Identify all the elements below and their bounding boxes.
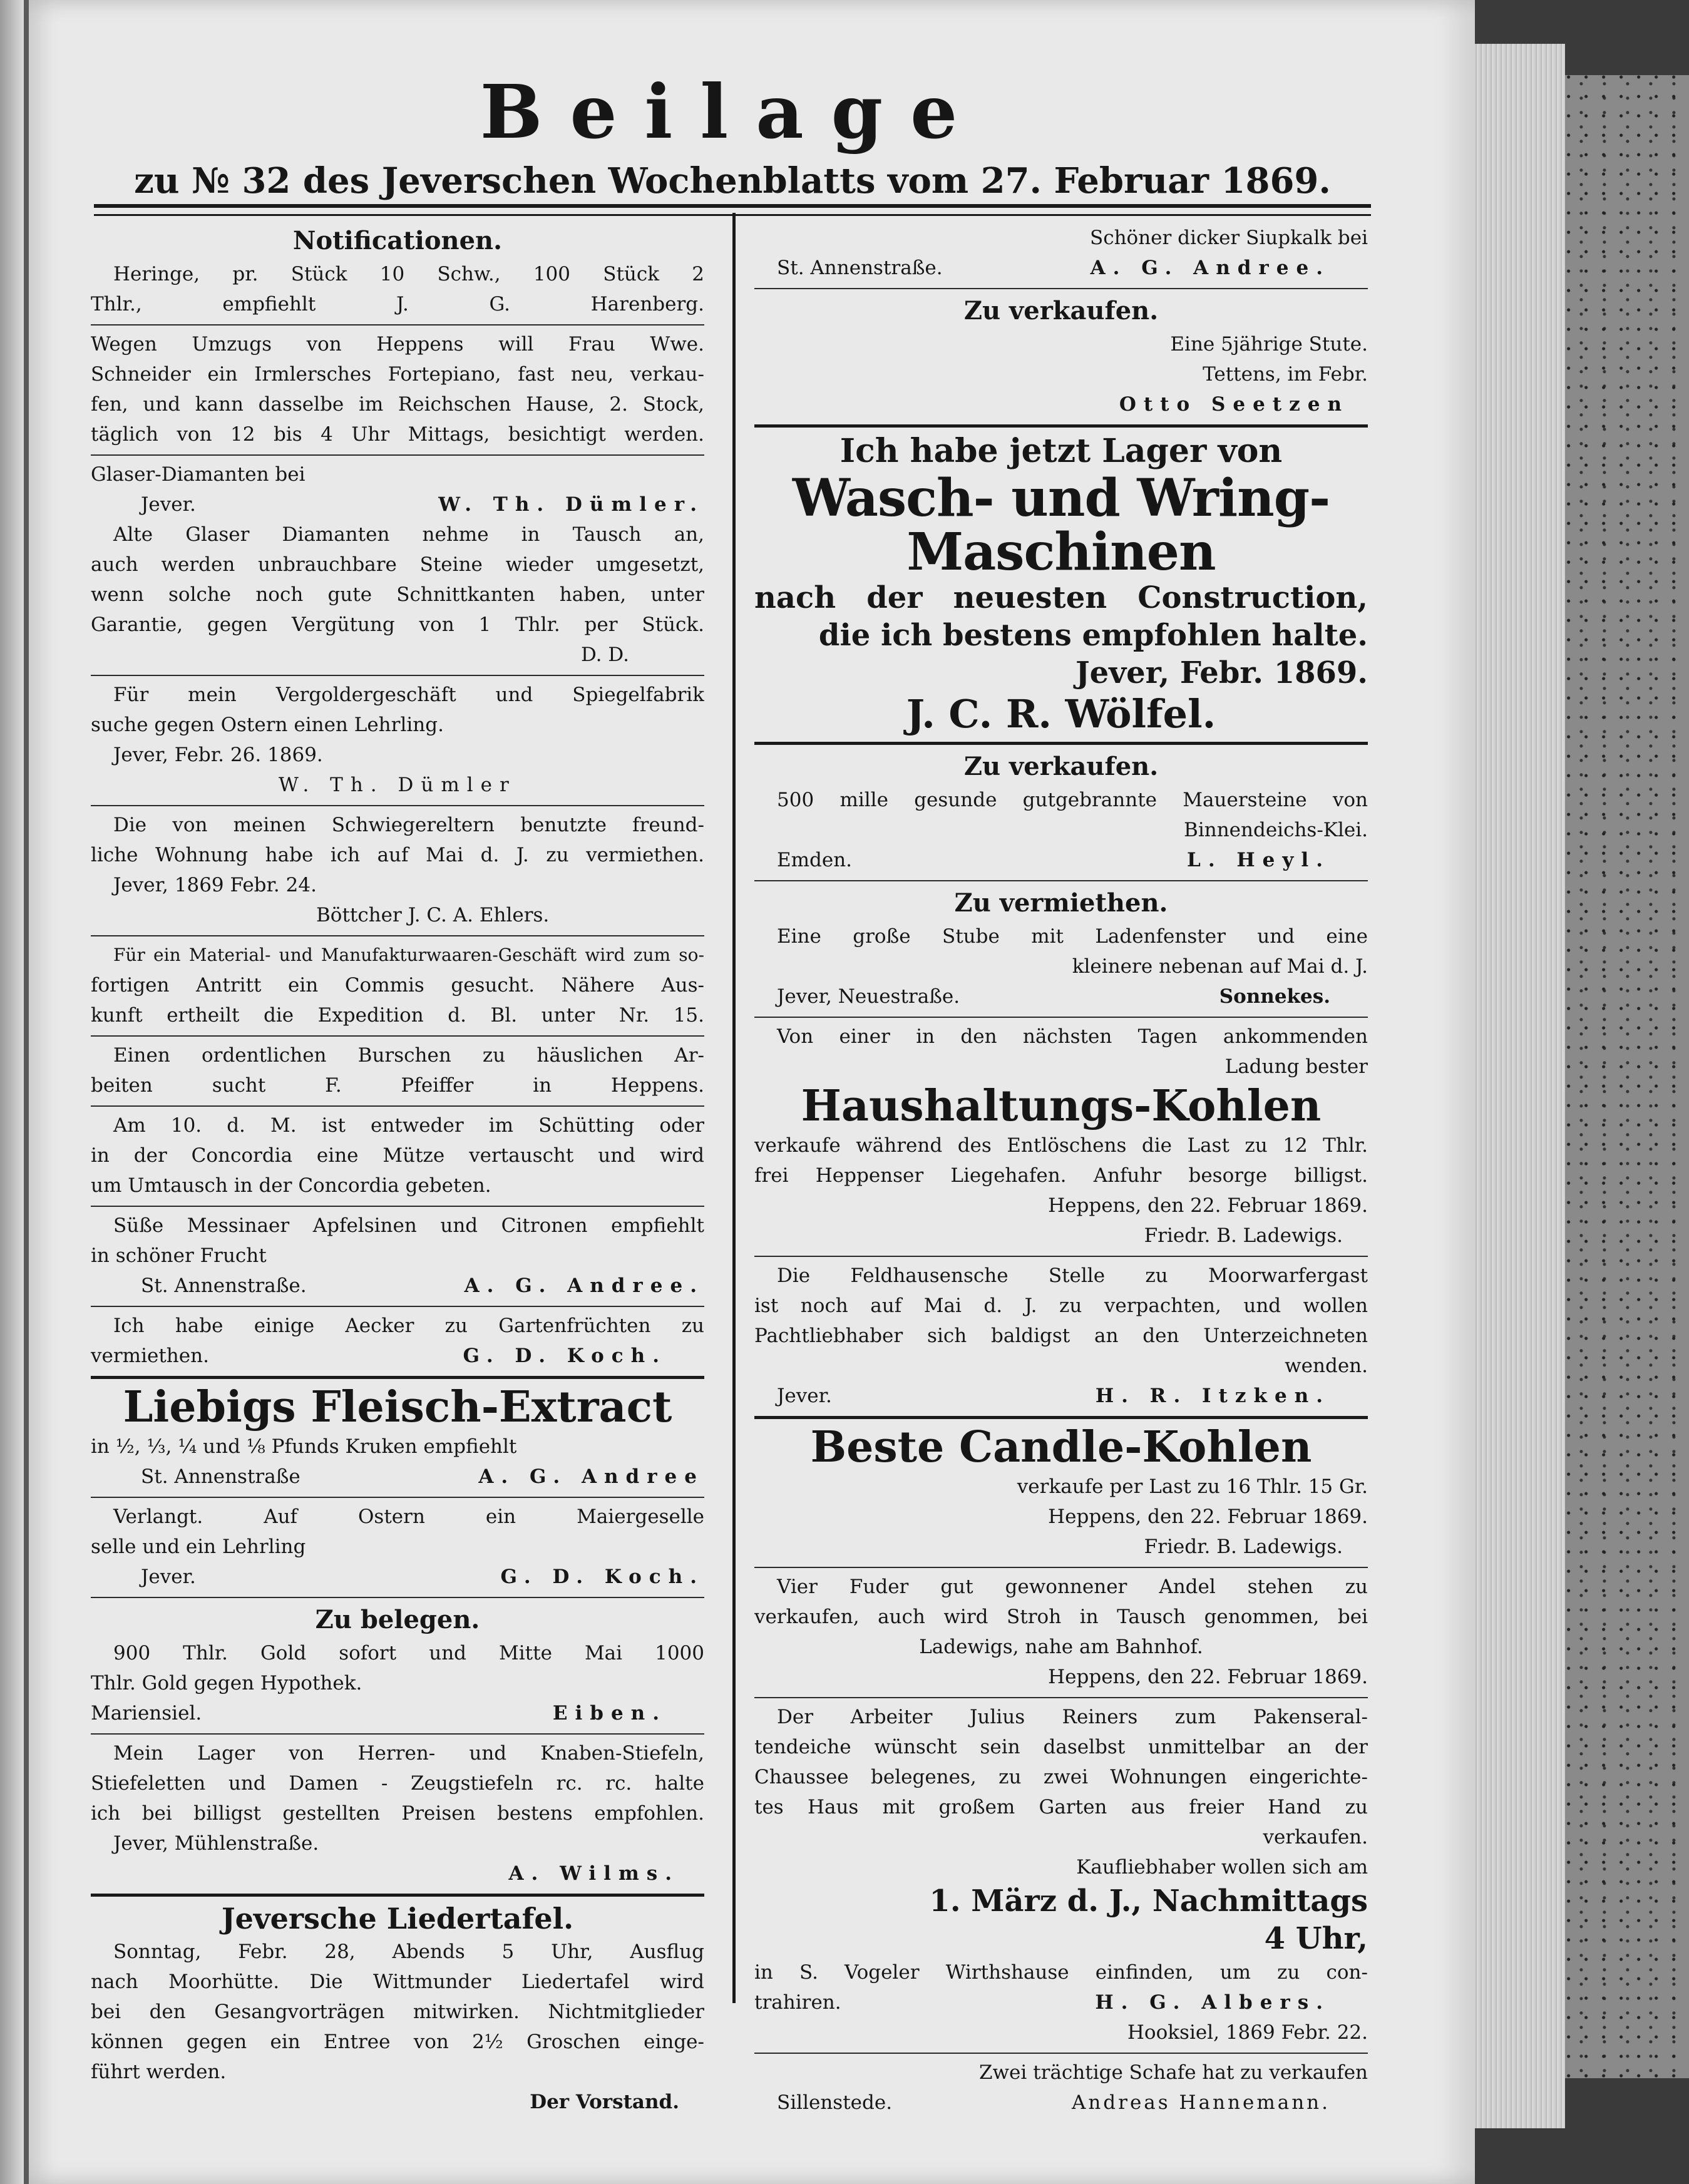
ad-reiners-haus xyxy=(754,1698,1368,2054)
masthead-title: Beilage xyxy=(480,68,985,155)
text-line: Für mein Vergoldergeschäft und Spiegelfabrik xyxy=(113,684,704,706)
wasch-sign: J. C. R. Wölfel. xyxy=(906,691,1216,737)
left-book-gutter xyxy=(24,0,29,2184)
text-line: Ich habe einige Aecker zu Gartenfrüchten zu xyxy=(113,1315,704,1337)
text-line: bei den Gesangvorträgen mitwirken. Nichtmitglieder xyxy=(91,2001,704,2023)
ad-candle-kohlen xyxy=(754,1419,1368,1568)
text-line: können gegen ein Entree von 2½ Groschen einge- xyxy=(91,2031,704,2053)
text-line: nach Moorhütte. Die Wittmunder Liedertafel wird xyxy=(91,1971,704,1993)
text-line: Süße Messinaer Apfelsinen und Citronen empfiehlt xyxy=(113,1214,704,1237)
text-line: Einen ordentlichen Burschen zu häuslichen Ar- xyxy=(113,1044,704,1067)
sign-name: H. R. Itzken. xyxy=(1095,1385,1330,1407)
ad-stute xyxy=(754,289,1368,428)
sign-place: Emden. xyxy=(777,849,853,871)
text-line: wenden. xyxy=(1285,1355,1368,1377)
text-line: 500 mille gesunde gutgebrannte Mauersteine von xyxy=(777,789,1368,811)
section-heading: Zu verkaufen. xyxy=(963,752,1159,781)
text-line: Der Vorstand. xyxy=(530,2091,679,2113)
ad-liedertafel xyxy=(91,1897,704,2122)
sign-name: G. D. Koch. xyxy=(500,1566,704,1588)
text-line: Tettens, im Febr. xyxy=(1203,363,1368,386)
sign-place: St. Annenstraße xyxy=(141,1465,300,1488)
text-line: Jever, 1869 Febr. 24. xyxy=(113,874,317,896)
text-line: Thlr. Gold gegen Hypothek. xyxy=(91,1672,362,1694)
text-line: Garantie, gegen Vergütung von 1 Thlr. per Stück. xyxy=(91,613,704,636)
text-line: Verlangt. Auf Ostern ein Maiergeselle xyxy=(113,1505,704,1528)
ad-verlangt xyxy=(91,1498,704,1598)
text-line: D. D. xyxy=(580,643,629,666)
text-line: Binnendeichs-Klei. xyxy=(1184,819,1368,841)
right-column xyxy=(754,219,1368,2123)
liebig-headline: Liebigs Fleisch-Extract xyxy=(123,1382,672,1432)
left-book-spine xyxy=(0,0,24,2184)
text-line: Jever, Febr. 1869. xyxy=(1075,655,1368,690)
ad-stiefel xyxy=(91,1735,704,1897)
signature-line xyxy=(91,1462,704,1492)
ad-andel xyxy=(754,1568,1368,1698)
text-line: Friedr. B. Ladewigs. xyxy=(1144,1535,1343,1558)
text-line: Friedr. B. Ladewigs. xyxy=(1144,1224,1343,1247)
ad-commis xyxy=(91,936,704,1037)
text-line: Ladung bester xyxy=(1224,1055,1368,1078)
text-line: Wegen Umzugs von Heppens will Frau Wwe. xyxy=(91,333,704,356)
signature-line xyxy=(754,845,1368,875)
text-line: Schöner dicker Siupkalk bei xyxy=(1089,227,1368,249)
masthead-subtitle: zu № 32 des Jeverschen Wochenblatts vom 27. Februar 1869. xyxy=(134,160,1331,202)
text-line: Otto Seetzen xyxy=(1119,393,1349,416)
text-line: Heppens, den 22. Februar 1869. xyxy=(1048,1194,1368,1217)
sign-name: L. Heyl. xyxy=(1187,849,1330,871)
sign-name: Andreas Hannemann. xyxy=(1071,2091,1330,2114)
text-line: um Umtausch in der Concordia gebeten. xyxy=(91,1174,491,1197)
column-divider xyxy=(732,213,736,2003)
text-line: Eine große Stube mit Ladenfenster und eine xyxy=(777,925,1368,948)
ad-waschmaschinen xyxy=(754,428,1368,745)
ad-stube xyxy=(754,881,1368,1018)
text-line: verkaufen, auch wird Stroh in Tausch genommen, bei xyxy=(754,1606,1368,1628)
sign-place: Jever. xyxy=(141,493,196,516)
text-line: tendeiche wünscht sein daselbst unmittelbar an der xyxy=(754,1736,1368,1758)
text-line: 1. März d. J., Nachmittags xyxy=(929,1884,1368,1919)
text-line: in schöner Frucht xyxy=(91,1244,267,1267)
text-line: die ich bestens empfohlen halte. xyxy=(818,618,1368,653)
notifications-heading: Notificationen. xyxy=(292,226,503,255)
maschinen-headline: Maschinen xyxy=(906,522,1216,582)
signature-line xyxy=(754,2088,1368,2118)
text-line: Der Arbeiter Julius Reiners zum Pakenseral- xyxy=(777,1706,1368,1728)
text-line: Heringe, pr. Stück 10 Schw., 100 Stück 2 xyxy=(113,263,704,285)
ad-muetze xyxy=(91,1107,704,1207)
ad-liebig xyxy=(91,1379,704,1498)
candle-headline: Beste Candle-Kohlen xyxy=(810,1422,1312,1472)
text-line: ich bei billigst gestellten Preisen bestens empfohlen. xyxy=(91,1802,704,1825)
text-line: frei Heppenser Liegehafen. Anfuhr besorge billigst. xyxy=(754,1164,1368,1187)
text-line: Hooksiel, 1869 Febr. 22. xyxy=(1127,2021,1368,2044)
text-line: Schneider ein Irmlersches Fortepiano, fast neu, verkau- xyxy=(91,363,704,386)
wasch-headline: Wasch- und Wring- xyxy=(792,468,1330,528)
text-line: selle und ein Lehrling xyxy=(91,1535,306,1558)
liedertafel-heading: Jeversche Liedertafel. xyxy=(221,1902,574,1935)
text-line: Ich habe jetzt Lager von xyxy=(839,432,1283,470)
text-line: kleinere nebenan auf Mai d. J. xyxy=(1072,955,1368,978)
sign-name: A. G. Andree. xyxy=(1090,257,1330,279)
signature-line xyxy=(91,490,704,520)
text-line: Stiefeletten und Damen - Zeugstiefeln rc. rc. halte xyxy=(91,1772,704,1795)
ad-mauersteine xyxy=(754,745,1368,881)
text-line: Jever, Mühlenstraße. xyxy=(113,1832,319,1855)
text-line: Alte Glaser Diamanten nehme in Tausch an, xyxy=(113,523,704,546)
text-line: verkaufe während des Entlöschens die Last zu 12 Thlr. xyxy=(754,1134,1368,1157)
sign-place: Jever. xyxy=(777,1385,832,1407)
ad-schafe xyxy=(754,2054,1368,2123)
text-line: täglich von 12 bis 4 Uhr Mittags, besichtigt werden. xyxy=(91,423,704,446)
text-line: kunft ertheilt die Expedition d. Bl. unter Nr. 15. xyxy=(91,1004,704,1027)
text-line: fortigen Antritt ein Commis gesucht. Nähere Aus- xyxy=(91,974,704,997)
text-line: Böttcher J. C. A. Ehlers. xyxy=(316,904,550,926)
sign-name: A. G. Andree xyxy=(478,1465,704,1488)
text-line: auch werden unbrauchbare Steine wieder umgesetzt, xyxy=(91,553,704,576)
ad-aecker xyxy=(91,1307,704,1379)
ad-apfelsinen xyxy=(91,1207,704,1307)
text-line: nach der neuesten Construction, xyxy=(754,580,1368,615)
text-line: Kaufliebhaber wollen sich am xyxy=(1076,1856,1368,1879)
text-line: Pachtliebhaber sich baldigst an den Unterzeichneten xyxy=(754,1325,1368,1347)
text-line: Zwei trächtige Schafe hat zu verkaufen xyxy=(978,2061,1368,2084)
text-line: Chaussee belegenes, zu zwei Wohnungen eingerichte- xyxy=(754,1766,1368,1788)
text-line: beiten sucht F. Pfeiffer in Heppens. xyxy=(91,1074,704,1097)
sign-place: St. Annenstraße. xyxy=(777,257,943,279)
sign-name: A. G. Andree. xyxy=(464,1274,704,1297)
text-line: in S. Vogeler Wirthshause einfinden, um zu con- xyxy=(754,1961,1368,1984)
text-line: verkaufe per Last zu 16 Thlr. 15 Gr. xyxy=(1017,1475,1368,1498)
text-line: Für ein Material- und Manufakturwaaren-Geschäft wird zum so- xyxy=(113,945,704,965)
text-line: A. Wilms. xyxy=(508,1862,679,1885)
text-line: W. Th. Dümler xyxy=(279,774,516,796)
text-line: ist noch auf Mai d. J. zu verpachten, und wollen xyxy=(754,1295,1368,1317)
text-line: liche Wohnung habe ich auf Mai d. J. zu vermiethen. xyxy=(91,844,704,866)
text-line: wenn solche noch gute Schnittkanten haben, unter xyxy=(91,583,704,606)
text-line: suche gegen Ostern einen Lehrling. xyxy=(91,714,444,736)
section-heading: Zu belegen. xyxy=(315,1605,480,1634)
text-line: Vier Fuder gut gewonnener Andel stehen zu xyxy=(777,1576,1368,1598)
text-line: verkaufen. xyxy=(1263,1826,1368,1848)
ad-haushaltungs-kohlen xyxy=(754,1018,1368,1257)
signature-line xyxy=(91,1271,704,1301)
ad-fortepiano xyxy=(91,326,704,456)
sign-place: St. Annenstraße. xyxy=(141,1274,307,1297)
text-line: Am 10. d. M. ist entweder im Schütting oder xyxy=(113,1114,704,1137)
text-line: tes Haus mit großem Garten aus freier Hand zu xyxy=(754,1796,1368,1818)
sign-place: Jever, Neuestraße. xyxy=(777,985,960,1008)
text-line: Von einer in den nächsten Tagen ankommenden xyxy=(777,1025,1368,1048)
text-line: vermiethen. xyxy=(91,1345,209,1367)
signature-line xyxy=(91,1698,704,1728)
signature-line xyxy=(91,1562,704,1592)
sign-name: H. G. Albers. xyxy=(1095,1991,1330,2014)
ad-lehrling xyxy=(91,676,704,806)
signature-line xyxy=(754,1381,1368,1411)
text-line: Mein Lager von Herren- und Knaben-Stiefeln, xyxy=(113,1742,704,1765)
masthead xyxy=(94,68,1371,202)
text-line: in ½, ⅓, ¼ und ⅛ Pfunds Kruken empfiehlt xyxy=(91,1435,517,1458)
sign-name: W. Th. Dümler. xyxy=(438,493,704,516)
ad-siupkalk xyxy=(754,219,1368,289)
text-line: Glaser-Diamanten bei xyxy=(91,463,305,486)
text-line: führt werden. xyxy=(91,2061,227,2083)
section-heading: Zu verkaufen. xyxy=(963,296,1159,326)
kohlen-headline: Haushaltungs-Kohlen xyxy=(801,1081,1322,1131)
text-line: Heppens, den 22. Februar 1869. xyxy=(1048,1666,1368,1688)
ad-wohnung xyxy=(91,806,704,936)
ad-hypothek xyxy=(91,1598,704,1735)
left-column xyxy=(91,219,704,2122)
text-line: Jever, Febr. 26. 1869. xyxy=(113,744,323,766)
section-heading: Zu vermiethen. xyxy=(954,888,1168,918)
ad-glaser-diamanten xyxy=(91,456,704,676)
sign-place: Sillenstede. xyxy=(777,2091,893,2114)
text-line: Heppens, den 22. Februar 1869. xyxy=(1048,1505,1368,1528)
text-line: 4 Uhr, xyxy=(1264,1921,1368,1956)
ad-feldhausen xyxy=(754,1257,1368,1419)
notification-heringe xyxy=(91,219,704,326)
signature-line xyxy=(754,1987,1368,2017)
text-line: Eine 5jährige Stute. xyxy=(1170,333,1368,356)
signature-line xyxy=(91,1341,704,1371)
text-line: Thlr., empfiehlt J. G. Harenberg. xyxy=(91,293,704,315)
sign-name: Eiben. xyxy=(552,1702,667,1725)
text-line: Sonntag, Febr. 28, Abends 5 Uhr, Ausflug xyxy=(113,1940,704,1963)
sign-place: Jever. xyxy=(141,1566,196,1588)
signature-line xyxy=(754,982,1368,1012)
signature-line xyxy=(754,253,1368,283)
sign-name: G. D. Koch. xyxy=(463,1345,667,1367)
text-line: Die Feldhausensche Stelle zu Moorwarfergast xyxy=(777,1264,1368,1287)
text-line: fen, und kann dasselbe im Reichschen Hause, 2. Stock, xyxy=(91,393,704,416)
sign-place: Mariensiel. xyxy=(91,1702,202,1725)
text-line: trahiren. xyxy=(754,1991,841,2014)
sign-name: Sonnekes. xyxy=(1219,985,1330,1008)
text-line: Ladewigs, nahe am Bahnhof. xyxy=(919,1636,1203,1658)
ad-burschen xyxy=(91,1037,704,1107)
background-surface xyxy=(1565,75,1689,2078)
text-line: 900 Thlr. Gold sofort und Mitte Mai 1000 xyxy=(113,1642,704,1664)
text-line: Die von meinen Schwiegereltern benutzte freund- xyxy=(113,814,704,836)
text-line: in der Concordia eine Mütze vertauscht und wird xyxy=(91,1144,704,1167)
